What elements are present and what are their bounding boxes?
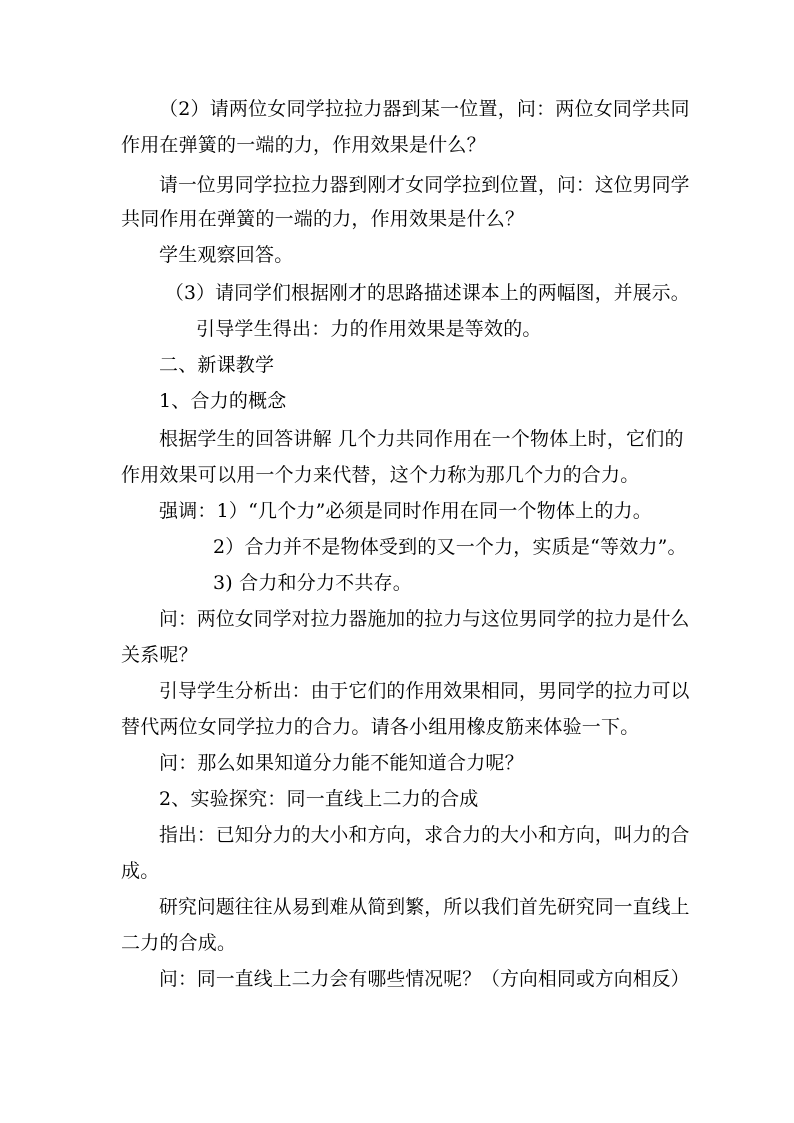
paragraph-line: 成。 — [121, 860, 160, 882]
paragraph-line: 问：同一直线上二力会有哪些情况呢？（方向相同或方向相反） — [159, 968, 690, 990]
paragraph-line: （2）请两位女同学拉拉力器到某一位置，问：两位女同学共同 — [159, 98, 690, 120]
paragraph-line: 3) 合力和分力不共存。 — [213, 572, 412, 594]
paragraph-line: 引导学生分析出：由于它们的作用效果相同，男同学的拉力可以 — [159, 680, 690, 702]
subsection-heading: 2、实验探究：同一直线上二力的合成 — [159, 788, 479, 810]
section-heading: 二、新课教学 — [159, 354, 275, 376]
subsection-heading: 1、合力的概念 — [159, 390, 287, 412]
paragraph-line: 问：两位女同学对拉力器施加的拉力与这位男同学的拉力是什么 — [159, 608, 690, 630]
paragraph-line: 研究问题往往从易到难从简到繁，所以我们首先研究同一直线上 — [159, 896, 690, 918]
paragraph-line: 2）合力并不是物体受到的又一个力，实质是“等效力”。 — [213, 536, 687, 558]
paragraph-line: 学生观察回答。 — [159, 244, 294, 266]
paragraph-line: 请一位男同学拉拉力器到刚才女同学拉到位置，问：这位男同学 — [159, 174, 690, 196]
paragraph-line: 作用在弹簧的一端的力，作用效果是什么？ — [121, 134, 486, 156]
paragraph-line: （3）请同学们根据刚才的思路描述课本上的两幅图，并展示。 — [165, 282, 690, 304]
paragraph-line: 替代两位女同学拉力的合力。请各小组用橡皮筋来体验一下。 — [121, 716, 640, 738]
paragraph-line: 根据学生的回答讲解 几个力共同作用在一个物体上时，它们的 — [159, 428, 684, 450]
paragraph-line: 作用效果可以用一个力来代替，这个力称为那几个力的合力。 — [121, 464, 640, 486]
paragraph-line: 指出：已知分力的大小和方向，求合力的大小和方向，叫力的合 — [159, 824, 690, 846]
paragraph-line: 共同作用在弹簧的一端的力，作用效果是什么？ — [121, 208, 525, 230]
paragraph-line: 问：那么如果知道分力能不能知道合力呢？ — [159, 752, 524, 774]
paragraph-line: 引导学生得出：力的作用效果是等效的。 — [196, 318, 542, 340]
paragraph-line: 强调：1）“几个力”必须是同时作用在同一个物体上的力。 — [159, 500, 652, 522]
paragraph-line: 二力的合成。 — [121, 932, 237, 954]
paragraph-line: 关系呢？ — [121, 644, 198, 666]
